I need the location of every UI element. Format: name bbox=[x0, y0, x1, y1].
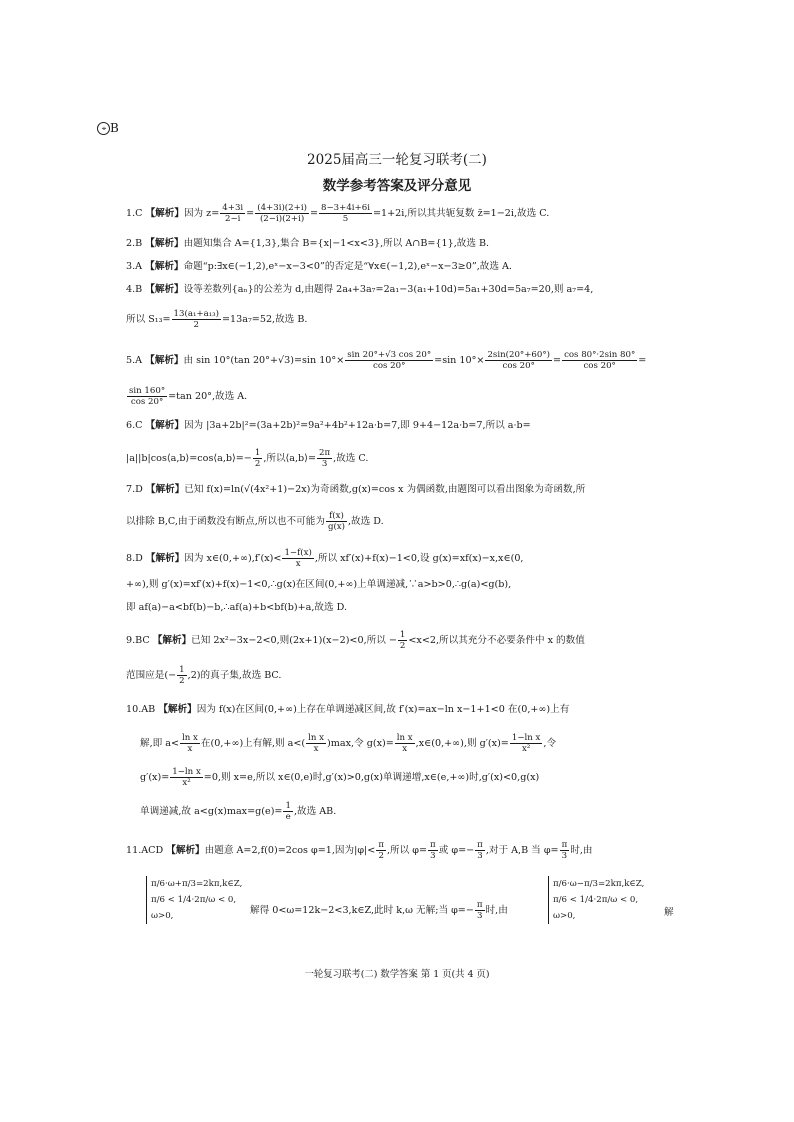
fraction: $\frac{2\sin(20^\circ+60^\circ)}{\cos 20^\circ}$ bbox=[487, 350, 551, 371]
fraction: $\frac{(4+3i)(2+i)}{(2-i)(2+i)}$ bbox=[257, 203, 307, 224]
fraction: $\frac{\text{ln x}}{x}$ bbox=[182, 733, 198, 754]
fraction: $\frac{1-f(x)}{x}$ bbox=[284, 548, 312, 569]
answer-1: 1.C 【解析】因为 z= $\frac{4+3i}{2-i}$ = $\frac{(4+3i)(2+i)}{(2-i)(2+i)}$ = $\frac{8-3+4i+6i}{5}$ =1+2i,所以其共轭复数 z̄=1−2i,故选 C. bbox=[126, 203, 550, 224]
answer-6-line-2: |a||b|cos⟨a,b⟩=cos⟨a,b⟩=− $\frac{1}{2}$ ,所以⟨a,b⟩= $\frac{2\pi}{3}$ ,故选 C. bbox=[126, 448, 369, 469]
answer-2: 2.B 【解析】由题知集合 A={1,3},集合 B={x|−1<x<3},所以 A∩B={1},故选 B. bbox=[126, 238, 490, 249]
page-subtitle: 数学参考答案及评分意见 bbox=[322, 178, 472, 194]
answer-11-tail: 解 bbox=[664, 907, 674, 918]
logo bbox=[97, 121, 118, 135]
answer-4: 4.B 【解析】设等差数列{aₙ}的公差为 d,由题得 2a₄+3a₇=2a₁−3(a₁+10d)=5a₁+30d=5a₇=20,则 a₇=4, bbox=[126, 284, 594, 295]
fraction: $\frac{\pi}{3}$ bbox=[477, 840, 483, 861]
answer-8: 8.D 【解析】因为 x∈(0,+∞),f′(x)< $\frac{1-f(x)}{x}$ ,所以 xf′(x)+f(x)−1<0,设 g(x)=xf(x)−x,x∈(0, bbox=[126, 548, 524, 569]
answer-11: 11.ACD 【解析】由题意 A=2,f(0)=2cos φ=1,因为|φ|< $\frac{\pi}{2}$ ,所以 φ= $\frac{\pi}{3}$ 或 φ=− $\frac{\pi}{3}$ ,对于 A,B 当 φ= $\frac{\pi}{3}$ 时,由 bbox=[126, 840, 593, 861]
answer-3: 3.A 【解析】命题“p:∃x∈(−1,2),eˣ−x−3<0”的否定是“∀x∈(−1,2),eˣ−x−3≥0”,故选 A. bbox=[126, 261, 512, 272]
fraction: $\frac{\pi}{2}$ bbox=[378, 840, 384, 861]
fraction: $\frac{1}{e}$ bbox=[285, 801, 291, 822]
answer-5: 5.A 【解析】由 sin 10°(tan 20°+√3)=sin 10°× $\frac{\sin 20^\circ+√3 \cos 20^\circ}{\cos 20^\circ}$ =sin 10°× $\frac{2\sin(20^\circ+60^\circ)}{\cos 20^\circ}$ = $\frac{\cos 80^\circ\cdot 2\sin 80^\circ}{\cos 20^\circ}$ = bbox=[126, 350, 647, 371]
fraction: $\frac{1}{2}$ bbox=[179, 665, 185, 686]
fraction: $\frac{\text{ln x}}{x}$ bbox=[308, 733, 325, 754]
answer-10-line-4: 单调递减,故 a<g(x)max=g(e)= $\frac{1}{e}$ ,故选 AB. bbox=[140, 801, 337, 822]
answer-10: 10.AB 【解析】因为 f(x)在区间(0,+∞)上存在单调递减区间,故 f′(x)=ax−ln x−1+1<0 在(0,+∞)上有 bbox=[126, 704, 570, 715]
fraction: $\frac{f(x)}{g(x)}$ bbox=[327, 511, 345, 532]
answer-6: 6.C 【解析】因为 |3a+2b|²=(3a+2b)²=9a²+4b²+12a·b=7,即 9+4−12a·b=7,所以 a·b= bbox=[126, 420, 531, 431]
fraction: $\frac{1}{2}$ bbox=[254, 448, 261, 469]
answer-8-line-2: +∞),则 g′(x)=xf′(x)+f(x)−1<0,∴g(x)在区间(0,+∞)上单调递减,∵a>b>0,∴g(a)<g(b), bbox=[126, 579, 512, 590]
fraction: $\frac{4+3i}{2-i}$ bbox=[222, 203, 244, 224]
answer-9: 9.BC 【解析】已知 2x²−3x−2<0,则(2x+1)(x−2)<0,所以 − $\frac{1}{2}$ <x<2,所以其充分不必要条件中 x 的数值 bbox=[126, 630, 585, 651]
equation-system-2: π/6·ω−π/3=2kπ,k∈Z, π/6 < 1/4·2π/ω < 0, ω>0, bbox=[548, 876, 644, 924]
answer-8-line-3: 即 af(a)−a<bf(b)−b,∴af(a)+b<bf(b)+a,故选 D. bbox=[126, 602, 348, 613]
fraction: $\frac{\cos 80^\circ\cdot 2\sin 80^\circ}{\cos 20^\circ}$ bbox=[564, 350, 636, 371]
fraction: $\frac{\pi}{3}$ bbox=[561, 840, 568, 861]
fraction: $\frac{\pi}{3}$ bbox=[476, 900, 483, 921]
answer-5-line-2: $\frac{\sin 160^\circ}{\cos 20^\circ}$ =tan 20°,故选 A. bbox=[129, 386, 248, 407]
fraction: $\frac{\sin 160^\circ}{\cos 20^\circ}$ bbox=[129, 386, 166, 407]
fraction: $\frac{\text{ln x}}{x}$ bbox=[396, 733, 413, 754]
equation-system-1: π/6·ω+π/3=2kπ,k∈Z, π/6 < 1/4·2π/ω < 0, ω>0, bbox=[146, 876, 242, 924]
fraction: $\frac{\text{1−ln x}}{\text{x²}}$ bbox=[172, 767, 201, 788]
answer-4-line-2: 所以 S₁₃= $\frac{\text{13(a₁+a₁₃)}}{2}$ =13a₇=52,故选 B. bbox=[126, 309, 308, 330]
fraction: $\frac{\text{13(a₁+a₁₃)}}{2}$ bbox=[173, 309, 219, 330]
answer-11-middle: 解得 0<ω=12k−2<3,k∈Z,此时 k,ω 无解;当 φ=− $\frac{\pi}{3}$ 时,由 bbox=[250, 900, 508, 921]
answer-7-line-2: 以排除 B,C,由于函数没有断点,所以也不可能为 $\frac{f(x)}{g(x)}$ ,故选 D. bbox=[126, 511, 384, 532]
fraction: $\frac{\pi}{3}$ bbox=[430, 840, 436, 861]
fraction: $\frac{\text{1−ln x}}{\text{x²}}$ bbox=[511, 733, 541, 754]
answer-9-line-2: 范围应是(− $\frac{1}{2}$ ,2)的真子集,故选 BC. bbox=[126, 665, 282, 686]
logo-text: B bbox=[110, 121, 118, 135]
fraction: $\frac{8-3+4i+6i}{5}$ bbox=[320, 203, 370, 224]
fraction: $\frac{2\pi}{3}$ bbox=[318, 448, 331, 469]
answer-10-line-3: g′(x)= $\frac{\text{1−ln x}}{\text{x²}}$ =0,则 x=e,所以 x∈(0,e)时,g′(x)>0,g(x)单调递增,x∈(e,+∞)时,g′(x)<0,g(x) bbox=[140, 767, 540, 788]
answer-10-line-2: 解,即 a< $\frac{\text{ln x}}{x}$ 在(0,+∞)上有解,则 a<( $\frac{\text{ln x}}{x}$ )max,令 g(x)= $\frac{\text{ln x}}{x}$ ,x∈(0,+∞),则 g′(x)= $\frac{\text{1−ln x}}{\text{x²}}$ ,令 bbox=[140, 733, 557, 754]
logo-circle-icon: ⌖ bbox=[97, 122, 110, 135]
answer-7: 7.D 【解析】已知 f(x)=ln(√(4x²+1)−2x)为奇函数,g(x)=cos x 为偶函数,由题图可以看出图象为奇函数,所 bbox=[126, 484, 586, 495]
fraction: $\frac{\sin 20^\circ+√3 \cos 20^\circ}{\cos 20^\circ}$ bbox=[347, 350, 432, 371]
page-title: 2025届高三一轮复习联考(二) bbox=[307, 152, 487, 168]
page-footer: 一轮复习联考(二) 数学答案 第 1 页(共 4 页) bbox=[304, 969, 490, 980]
fraction: $\frac{1}{2}$ bbox=[399, 630, 406, 651]
